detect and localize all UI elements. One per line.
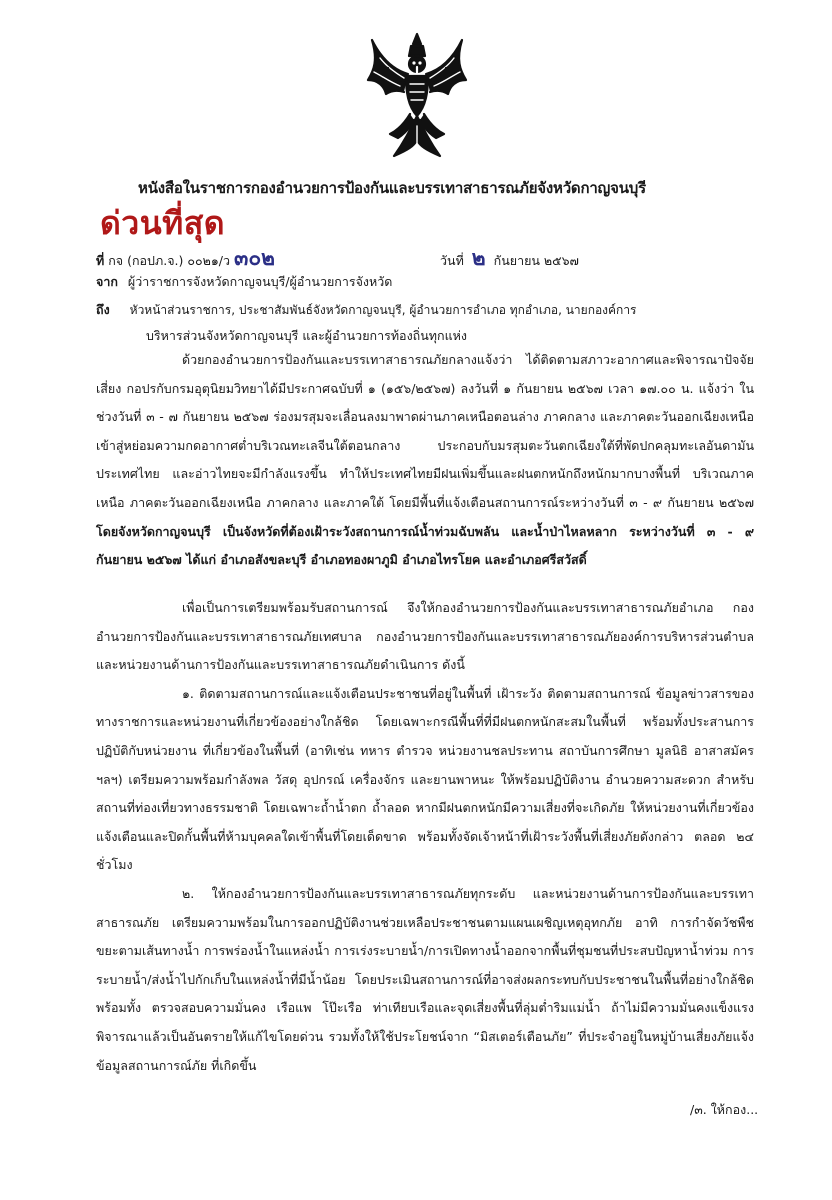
urgent-stamp: ด่วนที่สุด — [100, 204, 226, 242]
date-month-year: กันยายน ๒๕๖๗ — [493, 253, 579, 268]
from-label: จาก — [96, 274, 118, 289]
reference-line — [96, 242, 275, 275]
to-text-line1: หัวหน้าส่วนราชการ, ประชาสัมพันธ์จังหวัดกาญจนบุรี, ผู้อำนวยการอำเภอ ทุกอำเภอ, นายกองค์การ — [129, 303, 637, 317]
reference-handwritten-number: ๓๐๒ — [234, 245, 276, 270]
reference-number: กจ (กอปภ.จ.) ๐๐๒๑/ว — [108, 253, 231, 268]
item-1: ๑. ติดตามสถานการณ์และแจ้งเตือนประชาชนที่อยู่ในพื้นที่ เฝ้าระวัง ติดตามสถานการณ์ ข้อมูลข่าวสารของทางราชการและหน่วยงานที่เกี่ยวข้องอย่างใกล้ชิด โดยเฉพาะกรณีพื้นที่ที่มีฝนตกหนักสะสมในพื้นที่ พร้อมทั้งประสานการปฏิบัติกับหน่วยงาน ที่เกี่ยวข้องในพื้นที่ (อาทิเช่น ทหาร ตำรวจ หน่วยงานชลประทาน สถาบันการศึกษา มูลนิธิ อาสาสมัคร ฯลฯ) เตรียมความพร้อมกำลังพล วัสดุ อุปกรณ์ เครื่องจักร และยานพาหนะ ให้พร้อมปฏิบัติงาน อำนวยความสะดวก สำหรับสถานที่ท่องเที่ยวทางธรรมชาติ โดยเฉพาะถ้ำน้ำตก ถ้ำลอด หากมีฝนตกหนักมีความเสี่ยงที่จะเกิดภัย ให้หน่วยงานที่เกี่ยวข้อง แจ้งเตือนและปิดกั้นพื้นที่ห้ามบุคคลใดเข้าพื้นที่โดยเด็ดขาด พร้อมทั้งจัดเจ้าหน้าที่เฝ้าระวังพื้นที่เสี่ยงภัยดังกล่าว ตลอด ๒๔ ชั่วโมง — [96, 685, 754, 873]
continuation-note: /๓. ให้กอง... — [690, 1102, 759, 1117]
date-handwritten-day: ๒ — [471, 245, 486, 270]
to-label: ถึง — [96, 302, 110, 317]
to-line — [96, 300, 637, 320]
date-line — [440, 242, 579, 275]
paragraph-1 — [96, 346, 754, 575]
paragraph-1-emphasis: โดยจังหวัดกาญจนบุรี เป็นจังหวัดที่ต้องเฝ้าระวังสถานการณ์น้ำท่วมฉับพลัน และน้ำป่าไหลหลาก ระหว่างวันที่ ๓ - ๙ กันยายน ๒๕๖๗ ได้แก่ อำเภอสังขละบุรี อำเภอทองผาภูมิ อำเภอไทรโยค และอำเภอศรีสวัสดิ์ — [96, 523, 754, 568]
garuda-emblem-icon — [364, 30, 470, 162]
body-section-1 — [96, 346, 754, 575]
paragraph-1-text: ด้วยกองอำนวยการป้องกันและบรรเทาสาธารณภัยกลางแจ้งว่า ได้ติดตามสภาวะอากาศและพิจารณาปัจจัยเสี่ยง กอปรกับกรมอุตุนิยมวิทยาได้มีประกาศฉบับที่ ๑ (๑๕๖/๒๕๖๗) ลงวันที่ ๑ กันยายน ๒๕๖๗ เวลา ๑๗.๐๐ น. แจ้งว่า ในช่วงวันที่ ๓ - ๗ กันยายน ๒๕๖๗ ร่องมรสุมจะเลื่อนลงมาพาดผ่านภาคเหนือตอนล่าง ภาคกลาง และภาคตะวันออกเฉียงเหนือ เข้าสู่หย่อมความกดอากาศต่ำบริเวณทะเลจีนใต้ตอนกลาง ประกอบกับมรสุมตะวันตกเฉียงใต้ที่พัดปกคลุมทะเลอันดามัน ประเทศไทย และอ่าวไทยจะมีกำลังแรงขึ้น ทำให้ประเทศไทยมีฝนเพิ่มขึ้นและฝนตกหนักถึงหนักมากบางพื้นที่ บริเวณภาคเหนือ ภาคตะวันออกเฉียงเหนือ ภาคกลาง และภาคใต้ โดยมีพื้นที่แจ้งเตือนสถานการณ์ระหว่างวันที่ ๓ - ๙ กันยายน ๒๕๖๗ — [96, 352, 754, 510]
paragraph-2: เพื่อเป็นการเตรียมพร้อมรับสถานการณ์ จึงให้กองอำนวยการป้องกันและบรรเทาสาธารณภัยอำเภอ กองอำนวยการป้องกันและบรรเทาสาธารณภัยเทศบาล กองอำนวยการป้องกันและบรรเทาสาธารณภัยองค์การบริหารส่วนตำบล และหน่วยงานด้านการป้องกันและบรรเทาสาธารณภัยดำเนินการ ดังนี้ — [96, 600, 754, 673]
from-text: ผู้ว่าราชการจังหวัดกาญจนบุรี/ผู้อำนวยการจังหวัด — [127, 274, 393, 289]
reference-label: ที่ — [96, 253, 105, 268]
date-label: วันที่ — [440, 253, 464, 268]
to-text-line2: บริหารส่วนจังหวัดกาญจนบุรี และผู้อำนวยการท้องถิ่นทุกแห่ง — [146, 328, 467, 343]
item-2: ๒. ให้กองอำนวยการป้องกันและบรรเทาสาธารณภัยทุกระดับ และหน่วยงานด้านการป้องกันและบรรเทาสาธารณภัย เตรียมความพร้อมในการออกปฏิบัติงานช่วยเหลือประชาชนตามแผนเผชิญเหตุอุทกภัย อาทิ การกำจัดวัชพืช ขยะตามเส้นทางน้ำ การพร่องน้ำในแหล่งน้ำ การเร่งระบายน้ำ/การเปิดทางน้ำออกจากพื้นที่ชุมชนที่ประสบปัญหาน้ำท่วม การระบายน้ำ/ส่งน้ำไปกักเก็บในแหล่งน้ำที่มีน้ำน้อย โดยประเมินสถานการณ์ที่อาจส่งผลกระทบกับประชาชนในพื้นที่อย่างใกล้ชิดพร้อมทั้ง ตรวจสอบความมั่นคง เรือแพ โป๊ะเรือ ท่าเทียบเรือและจุดเสี่ยงพื้นที่ลุ่มต่ำริมแม่น้ำ ถ้าไม่มีความมั่นคงแข็งแรง พิจารณาแล้วเป็นอันตรายให้แก้ไขโดยด่วน รวมทั้งให้ใช้ประโยชน์จาก “มิสเตอร์เตือนภัย” ที่ประจำอยู่ในหมู่บ้านเสี่ยงภัยแจ้งข้อมูลสถานการณ์ภัย ที่เกิดขึ้น — [96, 885, 754, 1073]
body-section-2 — [96, 594, 754, 1080]
from-line — [96, 272, 392, 292]
document-title: หนังสือในราชการกองอำนวยการป้องกันและบรรเทาสาธารณภัยจังหวัดกาญจนบุรี — [138, 179, 646, 197]
